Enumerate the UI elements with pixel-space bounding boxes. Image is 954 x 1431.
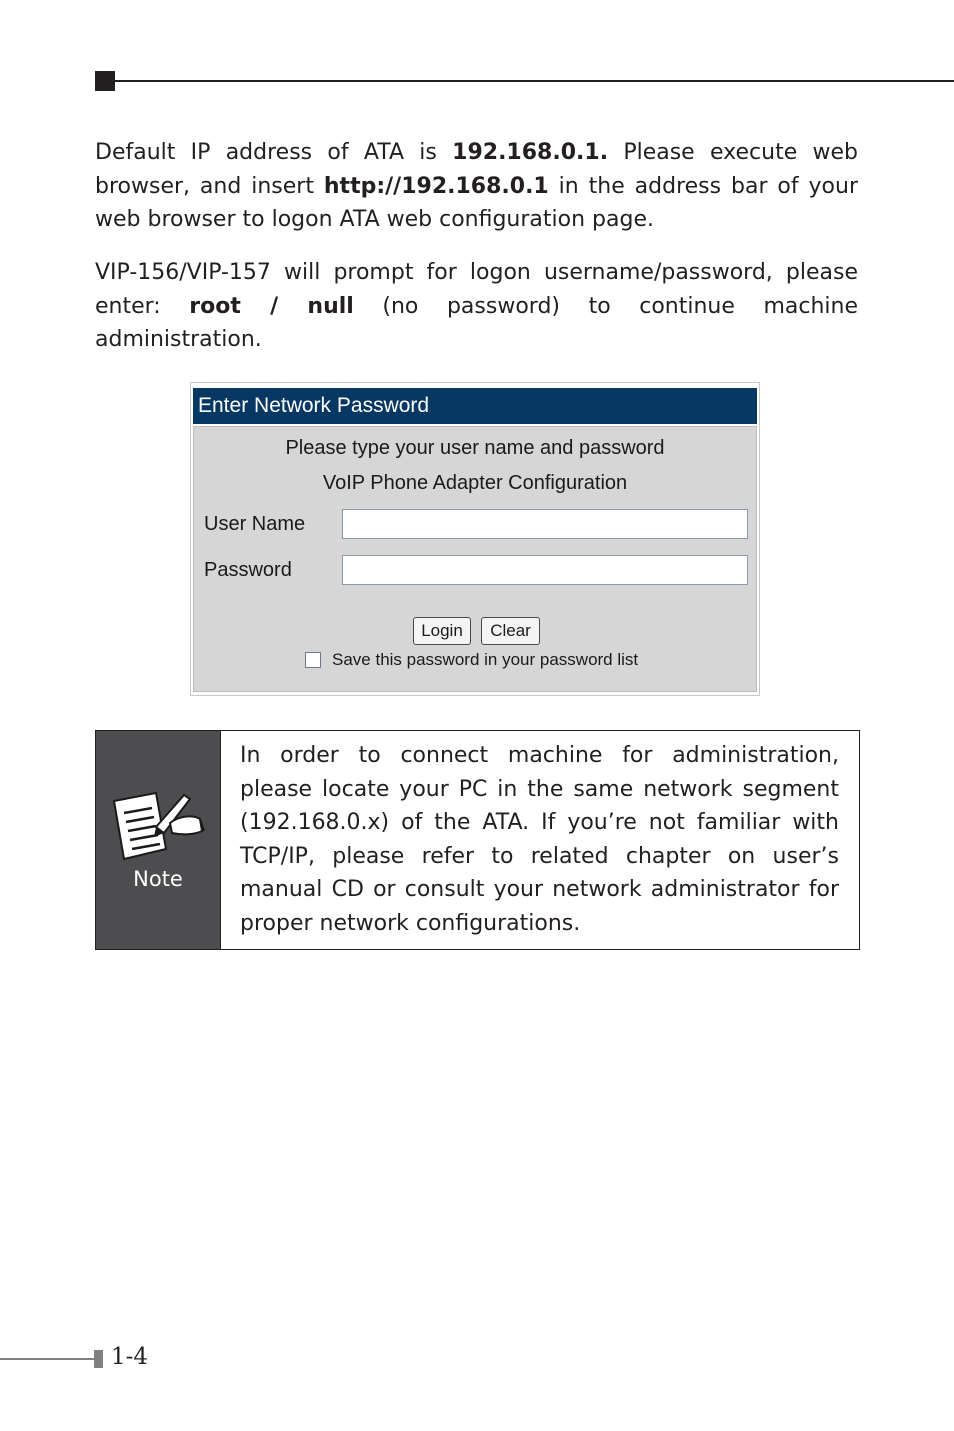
note-pen-icon [110,789,206,861]
logon-text-1: VIP-156/VIP-157 will prompt for logon username/password, please enter: [95,260,858,319]
password-input[interactable] [342,555,748,585]
footer-rule [0,1358,96,1360]
intro-text-1: Default IP address of ATA is [95,140,453,165]
note-box [95,730,860,950]
note-sidebar [96,731,221,949]
note-label: Note [133,867,183,891]
dialog-body [193,426,757,692]
password-label: Password [204,559,292,581]
login-dialog-screenshot [190,382,760,696]
default-ip: 192.168.0.1. [452,140,609,165]
save-password-checkbox[interactable] [305,652,321,668]
clear-button[interactable]: Clear [481,617,540,645]
intro-paragraph [95,136,858,237]
logon-paragraph [95,256,858,357]
dialog-title: Enter Network Password [193,388,757,424]
dialog-prompt: Please type your user name and password [285,437,665,459]
page-number: 1-4 [111,1344,149,1370]
footer-marker [94,1350,103,1368]
note-text: In order to connect machine for administration, please locate your PC in the same network segment (192.168.0.x) of the ATA. If you’re not familiar with TCP/IP, please refer to related chapter on user’s manual CD or consult your network administrator for proper network configurations. [240,743,839,936]
dialog-realm: VoIP Phone Adapter Configuration [322,472,628,494]
header-rule [110,80,954,82]
intro-text-2: Please execute web browser, and insert [95,140,858,199]
default-credentials: root / null [189,293,354,319]
login-button[interactable]: Login [413,617,471,645]
username-input[interactable] [342,509,748,539]
save-password-label: Save this password in your password list [332,650,639,669]
default-url: http://192.168.0.1 [323,173,549,199]
logon-text-2: (no password) to continue machine administration. [95,293,859,352]
username-label: User Name [204,513,306,535]
intro-text-3: in the address bar of your web browser to logon ATA web configuration page. [95,173,859,232]
